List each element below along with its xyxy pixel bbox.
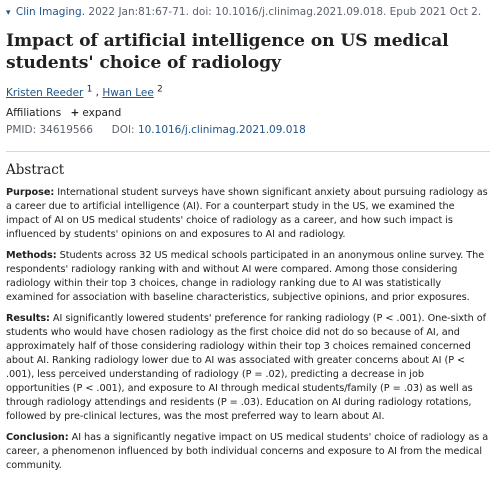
section-label: Methods: [6,249,57,261]
affiliations-label: Affiliations [6,106,62,119]
section-text: AI significantly lowered students' preference for ranking radiology (P < .001). One-sixth of students who would have chosen radiology as the first choice did not do so because of AI, and approximately half of those considering radiology within their top 3 choices remained concerned about AI. Ranking radiology lower due to AI was associated with greater concerns about AI (P < .001), less perceived understanding of radiology (P = .02), predicting a decrease in job opportunities (P < .001), and exposure to AI through medical students/family (P = .03) as well as through radiology attendings and residents (P = .03). Education on AI during radiology rotations, followed by pre-clinical lectures, was the most preferred way to learn about AI. [6,312,487,422]
section-text: Students across 32 US medical schools participated in an anonymous online survey. The respondents' radiology ranking with and without AI were compared. Among those considering radiology within their top 3 choices, change in radiology ranking due to AI was statistically examined for association with baseline characteristics, subjective opinions, and prior exposures. [6,249,485,303]
abstract-conclusion [6,431,490,473]
journal-link[interactable]: Clin Imaging. [15,6,86,18]
abstract-purpose [6,186,490,242]
citation-details: 2022 Jan:81:67-71. doi: 10.1016/j.clinimag.2021.09.018. Epub 2021 Oct 2. [88,6,482,18]
abstract-results [6,312,490,424]
author-separator: , [95,86,99,99]
section-label: Purpose: [6,186,55,198]
abstract-methods [6,249,490,305]
article-title: Impact of artificial intelligence on US medical students' choice of radiology [6,31,449,73]
section-label: Conclusion: [6,431,69,443]
citation-line [6,0,490,22]
author-link[interactable]: Kristen Reeder [6,86,84,99]
affiliations-row [6,106,490,120]
author-list [6,82,490,100]
section-text: International student surveys have shown significant anxiety about pursuing radiology as a career due to artificial intelligence (AI). For a counterpart study in the US, we examined the impact of AI on US medical students' choice of radiology as a career, and how such impact is influenced by students' opinions on and exposures to AI and radiology. [6,186,488,240]
plus-icon: + [70,106,80,119]
section-text: AI has a significantly negative impact on US medical students' choice of radiology as a career, a phenomenon influenced by both individual concerns and exposure to AI from the medical community. [6,431,489,471]
affiliation-ref[interactable]: 2 [157,84,163,94]
author-item [6,84,96,99]
identifiers-row [6,123,490,137]
expand-label: expand [82,106,122,119]
abstract-heading: Abstract [6,161,65,178]
section-label: Results: [6,312,50,324]
author-item [102,84,163,99]
author-link[interactable]: Hwan Lee [102,86,154,99]
doi-link[interactable]: 10.1016/j.clinimag.2021.09.018 [137,123,306,136]
expand-button[interactable] [71,107,122,119]
affiliation-ref[interactable]: 1 [86,84,93,94]
section-divider [6,151,490,152]
pmid-label: PMID: [6,123,37,136]
doi-label: DOI: [111,123,135,136]
chevron-down-icon[interactable]: ▾ [6,8,11,18]
pmid-value: 34619566 [39,123,93,136]
